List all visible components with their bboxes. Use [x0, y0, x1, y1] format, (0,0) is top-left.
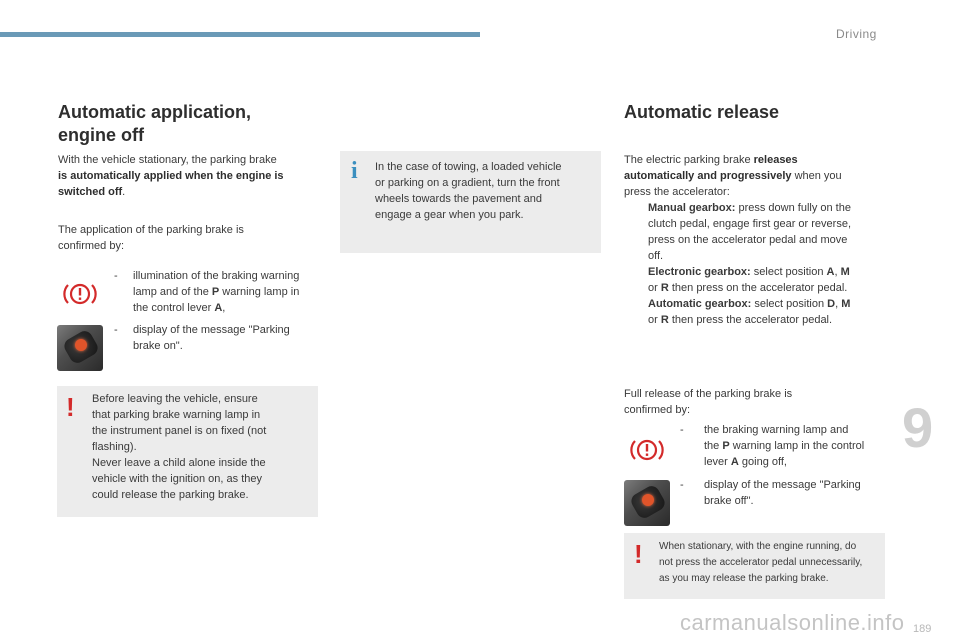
left-warning-box — [57, 386, 318, 517]
left-confirm-line1: The application of the parking brake is — [58, 224, 244, 236]
lever-lamp-icon — [75, 339, 87, 351]
right-intro-text2: when you — [791, 170, 842, 182]
left-item-message — [114, 322, 324, 354]
right-intro — [624, 152, 884, 200]
manual-gearbox-label: Manual gearbox: — [648, 202, 736, 214]
chapter-number: 9 — [902, 396, 934, 459]
position-m: M — [840, 266, 850, 278]
dash: - — [680, 424, 684, 436]
left-intro-period: . — [122, 186, 126, 198]
right-warning-line: as you may release the parking brake. — [659, 573, 829, 584]
left-item-illumination — [114, 268, 324, 316]
right-full-release — [624, 386, 884, 418]
lever-lamp-icon — [642, 494, 654, 506]
right-title: Automatic release — [624, 102, 780, 122]
position-m: M — [841, 298, 851, 310]
automatic-line2a: or — [648, 314, 661, 326]
info-line: wheels towards the pavement and — [375, 193, 542, 205]
info-icon: i — [351, 158, 358, 184]
automatic-gearbox-item — [624, 296, 888, 328]
automatic-line2b: then press the accelerator pedal. — [668, 314, 833, 326]
left-title — [58, 101, 328, 147]
info-box — [340, 151, 601, 253]
right-intro-text3: press the accelerator: — [624, 186, 730, 198]
left-item1-line3a: the control lever — [133, 302, 215, 314]
left-intro-text: With the vehicle stationary, the parking brake — [58, 154, 277, 166]
right-intro-bold2: automatically and progressively — [624, 170, 792, 182]
left-warning-line: flashing). — [92, 441, 137, 453]
section-title: Driving — [836, 27, 877, 41]
left-item1-a: A — [214, 302, 223, 314]
right-item1-line3c: going off, — [738, 456, 787, 468]
left-item1-p: P — [211, 286, 220, 298]
left-item1-line3c: , — [222, 302, 226, 314]
full-release-line1: Full release of the parking brake is — [624, 388, 793, 400]
left-warning-line: that parking brake warning lamp in — [92, 409, 261, 421]
dash: - — [114, 324, 118, 336]
info-line: engage a gear when you park. — [375, 209, 524, 221]
electronic-gearbox-label: Electronic gearbox: — [648, 266, 751, 278]
info-line: In the case of towing, a loaded vehicle — [375, 161, 562, 173]
dash: - — [680, 479, 684, 491]
right-item1-p: P — [722, 440, 730, 452]
right-item-message — [680, 477, 890, 509]
left-item1-line2a: lamp and of the — [133, 286, 212, 298]
right-item1-a: A — [730, 456, 739, 468]
left-confirm-line2: confirmed by: — [58, 240, 125, 252]
left-warning-line: the instrument panel is on fixed (not — [92, 425, 267, 437]
right-item1-line2a: the — [704, 440, 723, 452]
electronic-line1: select position — [750, 266, 827, 278]
info-text — [375, 159, 595, 223]
manual-line1: press down fully on the — [735, 202, 851, 214]
full-release-line2: confirmed by: — [624, 404, 691, 416]
manual-line3: press on the accelerator pedal and move — [648, 234, 848, 246]
position-a: A — [826, 266, 835, 278]
info-line: or parking on a gradient, turn the front — [375, 177, 560, 189]
page-number: 189 — [913, 623, 932, 635]
watermark: carmanualsonline.info — [680, 610, 905, 635]
left-item2-line2: brake on". — [133, 340, 183, 352]
warning-exclamation-icon: ! — [634, 539, 643, 569]
brake-warning-lamp-icon — [629, 436, 665, 464]
electronic-line2a: or — [648, 282, 661, 294]
right-item1-line3a: lever — [704, 456, 731, 468]
left-title-line1: Automatic application, — [58, 102, 252, 122]
position-d: D — [827, 298, 836, 310]
manual-line4: off. — [648, 250, 664, 262]
right-warning-box — [624, 533, 885, 599]
position-r: R — [660, 282, 669, 294]
right-intro-bold1: releases — [753, 154, 798, 166]
left-title-line2: engine off — [58, 125, 144, 145]
left-item1-line1: illumination of the braking warning — [133, 270, 300, 282]
warning-exclamation-icon: ! — [66, 392, 75, 422]
left-warning-line: could release the parking brake. — [92, 489, 249, 501]
automatic-line1: select position — [751, 298, 828, 310]
manual-line2: clutch pedal, engage first gear or reverse, — [648, 218, 852, 230]
dash: - — [114, 270, 118, 282]
header-accent-bar — [0, 32, 480, 37]
right-warning-text — [659, 539, 884, 587]
position-r: R — [660, 314, 669, 326]
separator: , — [834, 266, 841, 278]
left-warning-line: vehicle with the ignition on, as they — [92, 473, 262, 485]
manual-gearbox-item — [624, 200, 888, 264]
left-item1-line2c: warning lamp in — [219, 286, 300, 298]
left-intro-bold2: switched off — [58, 186, 123, 198]
left-item2-line1: display of the message "Parking — [133, 324, 290, 336]
left-warning-text — [92, 391, 312, 503]
right-title-wrap — [624, 101, 894, 124]
right-item1-line2c: warning lamp in the control — [729, 440, 865, 452]
right-item2-line2: brake off". — [704, 495, 754, 507]
electronic-line2b: then press on the accelerator pedal. — [668, 282, 848, 294]
automatic-gearbox-label: Automatic gearbox: — [648, 298, 752, 310]
left-intro-bold1: is automatically applied when the engine is — [58, 170, 284, 182]
control-lever-image — [57, 325, 103, 371]
left-intro — [58, 152, 328, 200]
left-confirm — [58, 222, 328, 254]
control-lever-image — [624, 480, 670, 526]
right-warning-line: When stationary, with the engine running, do — [659, 541, 857, 552]
brake-warning-lamp-icon — [62, 280, 98, 308]
separator: , — [835, 298, 842, 310]
right-item1-line1: the braking warning lamp and — [704, 424, 849, 436]
electronic-gearbox-item — [624, 264, 888, 296]
right-intro-text: The electric parking brake — [624, 154, 754, 166]
right-item-lamp-off — [680, 422, 890, 470]
left-warning-line: Never leave a child alone inside the — [92, 457, 266, 469]
left-warning-line: Before leaving the vehicle, ensure — [92, 393, 258, 405]
right-warning-line: not press the accelerator pedal unnecessarily, — [659, 557, 863, 568]
right-item2-line1: display of the message "Parking — [704, 479, 861, 491]
